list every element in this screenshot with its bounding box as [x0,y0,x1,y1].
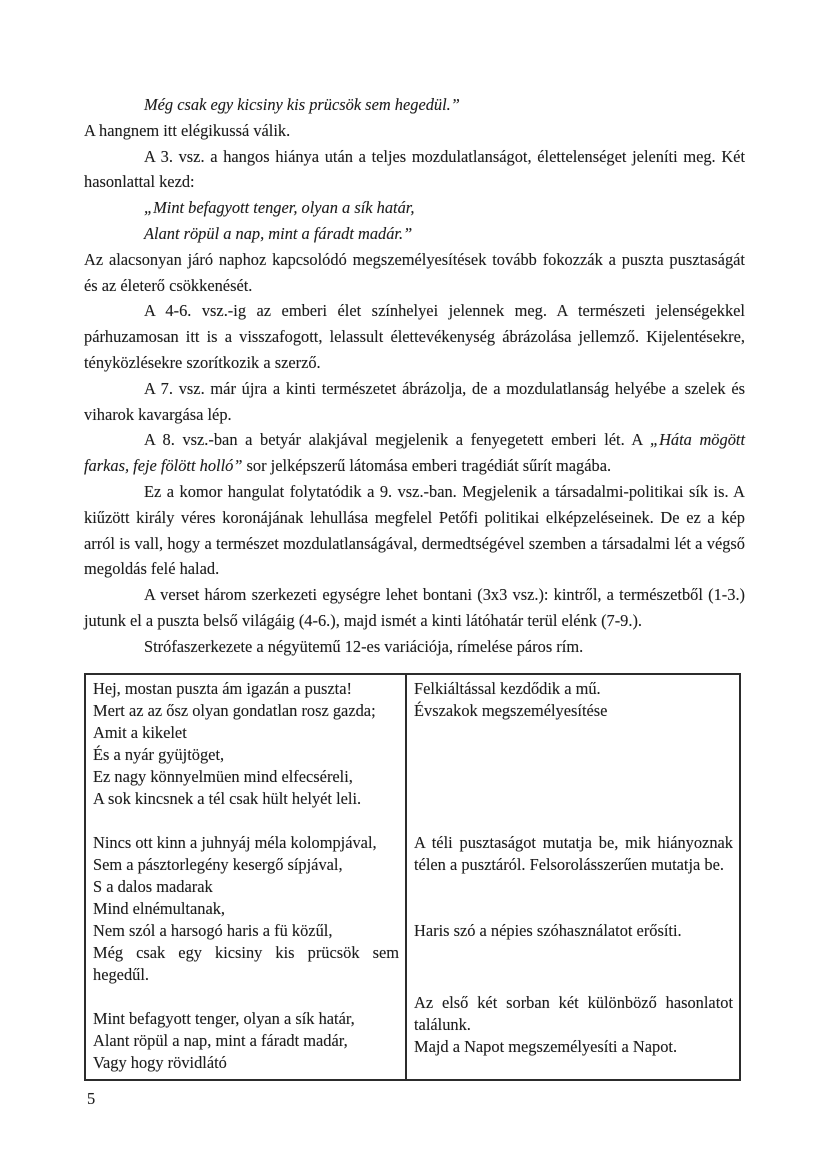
poem-quote-line: Alant röpül a nap, mint a fáradt madár.” [144,223,413,243]
paragraph-szerkezet: A verset három szerkezeti egységre lehet bontani (3x3 vsz.): kintről, a természetből (1-3.) jutunk el a puszta belső világáig (4-6.), majd ismét a kinti látóhatár terül elénk (7-9.). [84,585,745,630]
note-nap: Majd a Napot megszemélyesíti a Napot. [414,1036,678,1056]
poem-quote-line: Még csak egy kicsiny kis prücsök sem hegedül.” [144,95,460,114]
note-teli-pusztasag: A téli pusztaságot mutatja be, mik hiányoznak télen a pusztáról. Felsorolásszerűen mutatja be. [414,832,733,874]
poem-line: Amit a kikelet [93,722,187,742]
paragraph-8vsz-quote: „Háta mögött farkas, feje fölött holló” [84,430,745,476]
paragraph-strofa: Strófaszerkezete a négyütemű 12-es variációja, rímelése páros rím. [144,636,584,656]
poem-line: Hej, mostan puszta ám igazán a puszta! [93,678,352,698]
poem-stanza-2 [93,832,399,986]
poem-line: Alant röpül a nap, mint a fáradt madár, [93,1030,348,1050]
poem-line: És a nyár gyüjtöget, [93,744,225,764]
poem-line: Vagy hogy rövidlátó [93,1052,227,1072]
paragraph-9vsz: Ez a komor hangulat folytatódik a 9. vsz.-ban. Megjelenik a társadalmi-politikai sík is. A kiűzött király véres koronájának lehullása megfelel Petőfi politikai elképzeléseinek. De ez a kép arról is vall, hogy a természet mozdulatlanságával, dermedtségével szemben a társadalmi lét a végső megoldás felé halad. [84,481,745,579]
paragraph-46vsz: A 4-6. vsz.-ig az emberi élet színhelyei jelennek meg. A természeti jelenségekkel párhuzamosan itt is a visszafogott, lelassult élettevékenység ábrázolása jellemző. Kijelentésekre, tényközlésekre szorítkozik a szerző. [84,301,745,372]
poem-quote-line: „Mint befagyott tenger, olyan a sík határ, [144,198,415,218]
poem-line: Sem a pásztorlegény kesergő sípjával, [93,854,343,874]
poem-text-cell [86,675,407,1079]
paragraph-8vsz-text: sor jelképszerű látomása emberi tragédiát sűrít magába. [242,456,612,476]
note-hasonlat: Az első két sorban két különböző hasonlatot találunk. [414,992,733,1034]
note-evszakok: Évszakok megszemélyesítése [414,700,608,720]
analysis-notes-cell [407,675,739,1079]
note-felkialtas: Felkiáltással kezdődik a mű. [414,678,601,698]
poem-line: Ez nagy könnyelmüen mind elfecséreli, [93,766,353,786]
poem-line: Nincs ott kinn a juhnyáj méla kolompjával, [93,832,377,852]
poem-line: S a dalos madarak [93,876,213,896]
paragraph-alacsonyan: Az alacsonyan járó naphoz kapcsolódó megszemélyesítések tovább fokozzák a puszta pusztaságát és az életerő csökkenését. [84,249,745,295]
poem-stanza-1 [93,678,399,810]
note-haris: Haris szó a népies szóhasználatot erősíti. [414,920,682,940]
body-text [84,92,745,1081]
poem-line: Még csak egy kicsiny kis prücsök sem hegedűl. [93,942,399,984]
page-number: 5 [87,1089,96,1108]
poem-line: Mert az az ősz olyan gondatlan rosz gazda; [93,700,376,720]
paragraph-7vsz: A 7. vsz. már újra a kinti természetet ábrázolja, de a mozdulatlanság helyébe a szelek és viharok kavargása lép. [84,378,745,424]
paragraph-8vsz [84,427,745,479]
paragraph-8vsz-text: A 8. vsz.-ban a betyár alakjával megjelenik a fenyegetett emberi lét. A [144,430,650,450]
poem-line: A sok kincsnek a tél csak hült helyét leli. [93,788,362,808]
poem-analysis-table [84,673,741,1081]
paragraph-3vsz: A 3. vsz. a hangos hiánya után a teljes mozdulatlanságot, élettelenséget jeleníti meg. Két hasonlattal kezd: [84,146,745,192]
poem-stanza-3 [93,1008,399,1074]
poem-line: Mind elnémultanak, [93,898,226,918]
poem-line: Nem szól a harsogó haris a fü közűl, [93,920,333,940]
poem-line: Mint befagyott tenger, olyan a sík határ, [93,1008,355,1028]
paragraph-hangnem: A hangnem itt elégikussá válik. [84,120,291,140]
